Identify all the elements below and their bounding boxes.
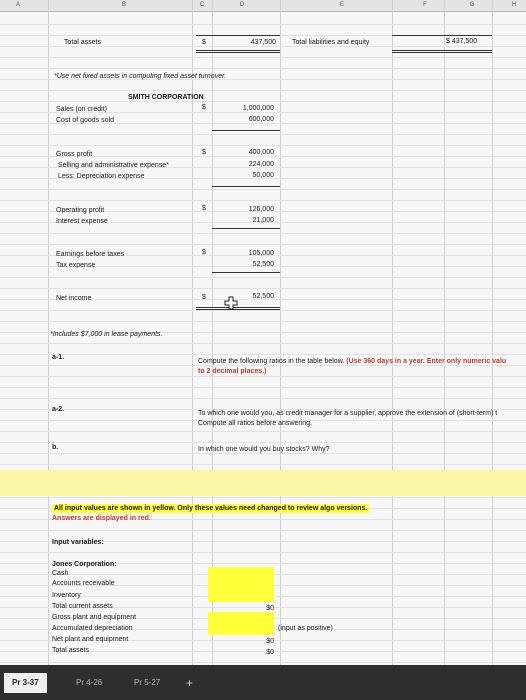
input-row-inventory: Inventory <box>52 592 81 599</box>
sheet-tab-pr-4-26[interactable]: Pr 4-26 <box>76 678 103 687</box>
grid-row-line <box>0 24 526 25</box>
input-variables-heading: Input variables: <box>52 539 104 546</box>
sheet-tab-bar <box>0 665 526 700</box>
underline <box>212 228 280 229</box>
question-b-label: b. <box>52 444 59 451</box>
total-liabilities-equity-label: Total liabilities and equity <box>292 39 370 46</box>
underline <box>196 35 280 36</box>
grid-row-line <box>0 68 526 69</box>
grid-row-line <box>0 530 526 531</box>
grid-row-line <box>0 200 526 201</box>
column-header-h[interactable]: H <box>511 2 517 8</box>
input-values-notice: All input values are shown in yellow. Only these values need changed to review algo versions. <box>54 505 368 512</box>
interest-expense-value[interactable]: 21,000 <box>252 217 274 224</box>
footnote-net-fixed-assets: *Use net fixed assets in computing fixed asset turnover. <box>54 73 227 80</box>
total-liabilities-equity-value[interactable]: $ 437,500 <box>446 38 478 45</box>
input-row-accumulated-depreciation: Accumulated depreciation <box>52 625 133 632</box>
grid-row-line <box>0 321 526 322</box>
ebt-dollar: $ <box>202 249 206 256</box>
input-row-cash: Cash <box>52 570 69 577</box>
total-assets-label: Total assets <box>64 39 101 46</box>
grid-row-line <box>0 662 526 663</box>
ebt-label: Earnings before taxes <box>56 251 125 258</box>
operating-profit-label: Operating profit <box>56 207 105 214</box>
question-a1-text-cont: to 2 decimal places.) <box>198 368 267 375</box>
column-header-a[interactable]: A <box>15 2 20 8</box>
jones-corporation-label: Jones Corporation: <box>52 561 117 568</box>
input-row-total-assets: Total assets <box>52 647 89 654</box>
grid-row-line <box>0 497 526 498</box>
interest-expense-label: Interest expense <box>56 218 108 225</box>
grid-row-line <box>0 431 526 432</box>
grid-row-line <box>0 464 526 465</box>
question-b-text: In which one would you buy stocks? Why? <box>198 446 330 453</box>
double-underline <box>196 50 280 53</box>
plant-depreciation-input-cells[interactable] <box>208 612 274 635</box>
depreciation-label: Less: Depreciation expense <box>58 173 145 180</box>
tax-expense-value[interactable]: 52,500 <box>252 261 274 268</box>
column-header-e[interactable]: E <box>339 2 344 8</box>
grid-row-line <box>0 354 526 355</box>
grid-row-line <box>0 57 526 58</box>
double-underline <box>392 50 492 53</box>
add-sheet-icon[interactable]: + <box>186 676 194 690</box>
sheet-tab-pr-3-37[interactable]: Pr 3-37 <box>4 673 47 693</box>
net-plant-value[interactable]: $0 <box>266 638 274 645</box>
question-a2-text: To which one would you, as credit manager for a supplier, approve the extension of (short-term) t <box>198 410 498 417</box>
total-current-assets-value[interactable]: $0 <box>266 605 274 612</box>
cogs-label: Cost of goods sold <box>56 117 114 124</box>
column-header-bar <box>0 0 526 12</box>
total-assets-value[interactable]: 437,500 <box>250 39 276 46</box>
question-a2-text-cont: Compute all ratios before answering. <box>198 420 313 427</box>
grid-row-line <box>0 343 526 344</box>
grid-row-line <box>0 277 526 278</box>
column-header-f[interactable]: F <box>423 2 427 8</box>
grid-row-line <box>0 90 526 91</box>
depreciation-value[interactable]: 50,000 <box>252 172 274 179</box>
operating-profit-dollar: $ <box>202 205 206 212</box>
underline <box>212 130 280 131</box>
sga-value[interactable]: 224,000 <box>248 161 274 168</box>
grid-row-line <box>0 145 526 146</box>
answers-notice: Answers are displayed in red. <box>52 515 151 522</box>
operating-profit-value[interactable]: 126,000 <box>248 206 274 213</box>
net-income-value[interactable]: 52,500 <box>252 293 274 300</box>
gross-profit-label: Gross profit <box>56 151 93 158</box>
grid-row-line <box>0 398 526 399</box>
grid-row-line <box>0 288 526 289</box>
income-company-title: SMITH CORPORATION <box>128 94 204 101</box>
accumulated-depreciation-note: (input as positive) <box>278 625 333 632</box>
cogs-value[interactable]: 600,000 <box>248 116 274 123</box>
underline <box>212 186 280 187</box>
net-income-dollar: $ <box>202 294 206 301</box>
question-a1-text: Compute the following ratios in the table below. (Use 360 days in a year. Enter only numeric valu <box>198 358 507 365</box>
sga-label: Selling and administrative expense* <box>58 162 169 169</box>
cell-cursor-cross-icon <box>224 296 238 310</box>
grid-row-line <box>0 134 526 135</box>
grid-row-line <box>0 552 526 553</box>
sales-value[interactable]: 1,000,000 <box>242 105 274 112</box>
gross-profit-value[interactable]: 400,000 <box>248 149 274 156</box>
grid-row-line <box>0 387 526 388</box>
gross-profit-dollar: $ <box>202 149 206 156</box>
column-header-c[interactable]: C <box>199 2 205 8</box>
underline <box>392 35 492 36</box>
total-assets-dollar: $ <box>202 39 206 46</box>
input-row-total-current-assets: Total current assets <box>52 603 113 610</box>
input-row-accounts-receivable: Accounts receivable <box>52 580 115 587</box>
column-header-g[interactable]: G <box>469 2 475 8</box>
grid-row-line <box>0 310 526 311</box>
question-a1-label: a-1. <box>52 354 65 361</box>
sales-label: Sales (on credit) <box>56 106 107 113</box>
double-underline <box>196 307 280 310</box>
grid-row-line <box>0 189 526 190</box>
ebt-value[interactable]: 105,000 <box>248 250 274 257</box>
highlight-band <box>0 470 526 496</box>
grid-row-line <box>0 376 526 377</box>
grid-row-line <box>0 101 526 102</box>
grid-row-line <box>0 244 526 245</box>
sheet-tab-pr-5-27[interactable]: Pr 5-27 <box>134 678 161 687</box>
grid-row-line <box>0 233 526 234</box>
input-row-gross-plant: Gross plant and equipment <box>52 614 137 621</box>
tax-expense-label: Tax expense <box>56 262 96 269</box>
underline <box>212 272 280 273</box>
input-row-net-plant: Net plant and equipment <box>52 636 129 643</box>
cash-ar-inventory-input-cells[interactable] <box>208 567 274 602</box>
column-header-d[interactable]: D <box>239 2 245 8</box>
sales-dollar: $ <box>202 104 206 111</box>
input-total-assets-value[interactable]: $0 <box>266 649 274 656</box>
net-income-label: Net income <box>56 295 92 302</box>
grid-row-line <box>0 442 526 443</box>
question-a2-label: a-2. <box>52 406 65 413</box>
column-header-b[interactable]: B <box>121 2 126 8</box>
footnote-lease-payments: *Includes $7,000 in lease payments. <box>50 331 163 338</box>
